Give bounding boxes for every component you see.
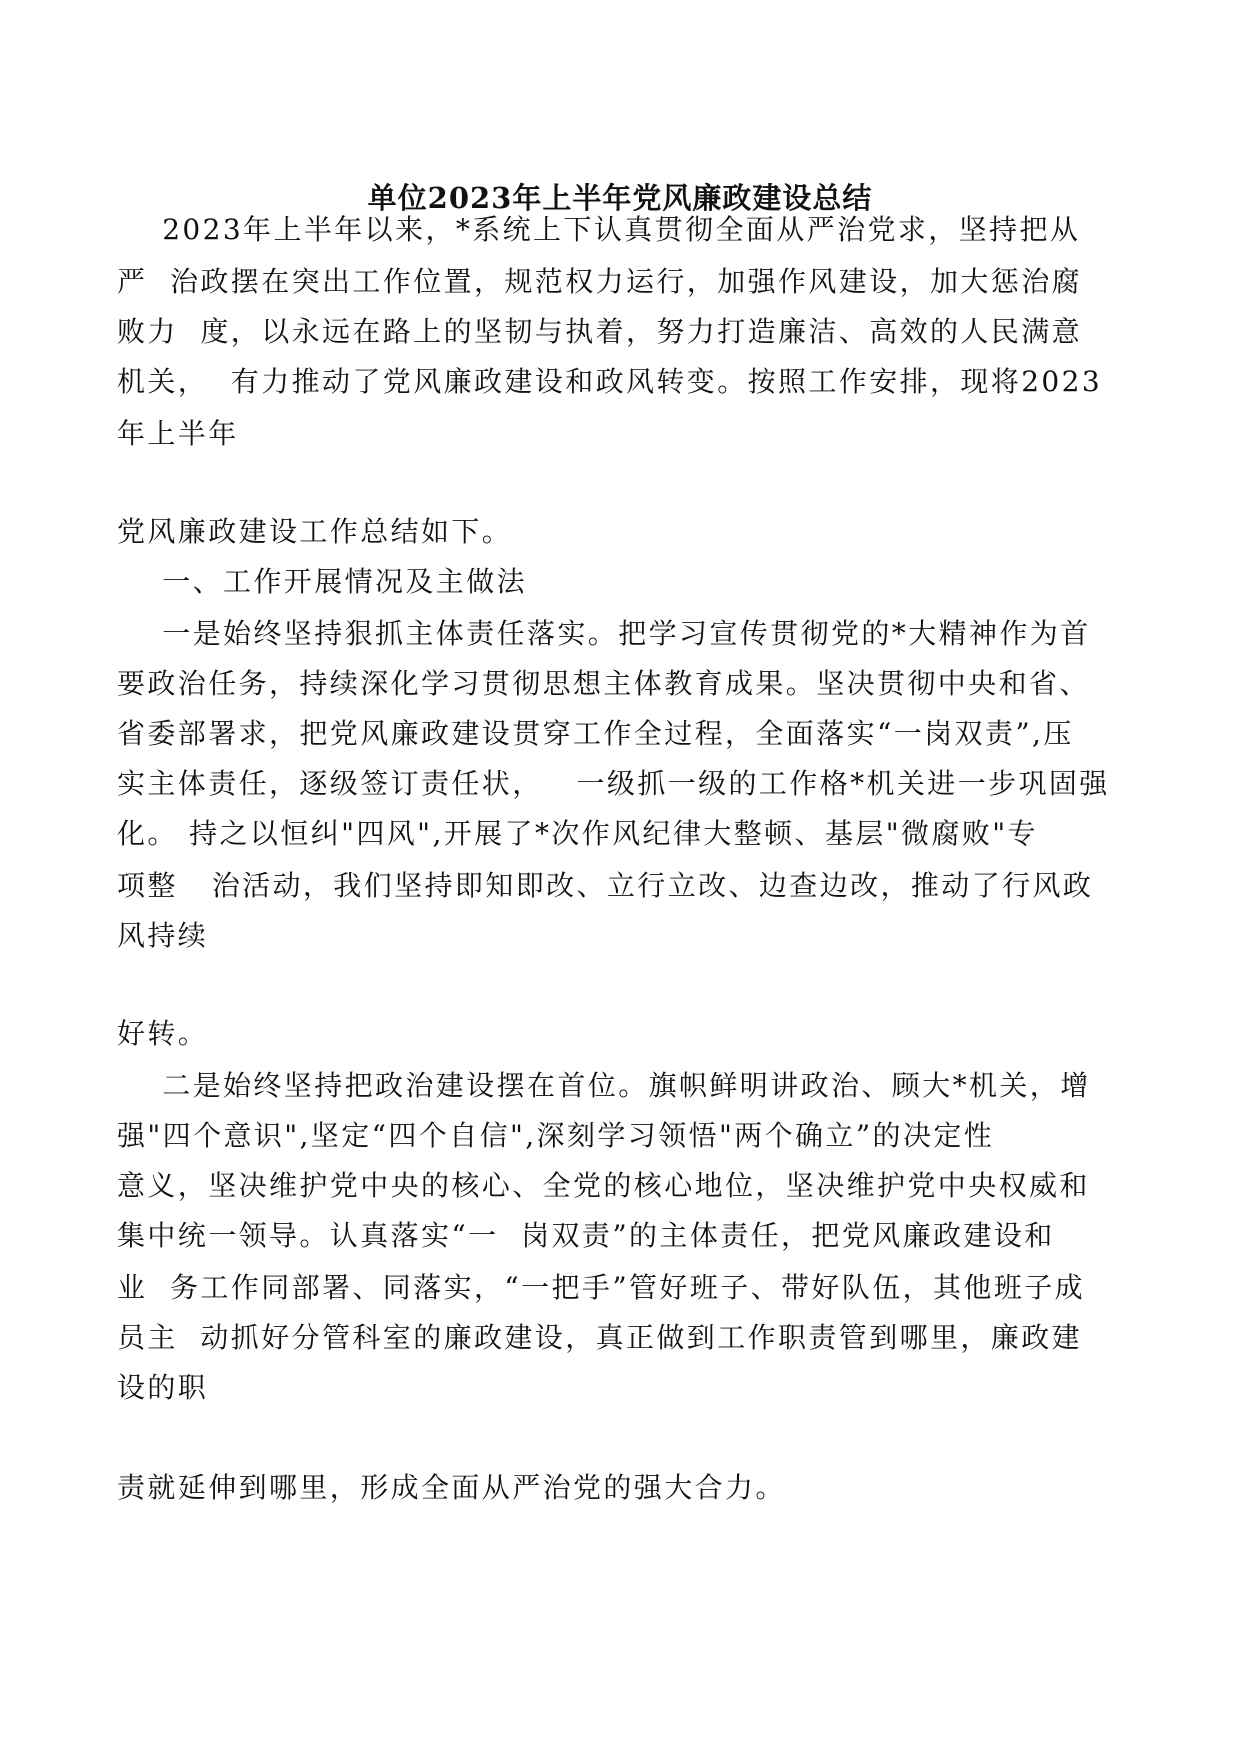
text-line: 好转。	[117, 1017, 209, 1050]
text-line: 机关， 有力推动了党风廉政建设和政风转变。按照工作安排，现将2023	[117, 365, 1103, 398]
text-line: 意义，坚决维护党中央的核心、全党的核心地位，坚决维护党中央权威和	[117, 1169, 1090, 1202]
text-line: 严 治政摆在突出工作位置，规范权力运行，加强作风建设，加大惩治腐	[117, 265, 1083, 298]
text-line: 业 务工作同部署、同落实，“一把手”管好班子、带好队伍，其他班子成	[117, 1271, 1086, 1304]
text-line: 化。 持之以恒纠"四风",开展了*次作风纪律大整顿、基层"微腐败"专	[117, 817, 1038, 850]
text-line: 年上半年	[117, 417, 239, 450]
text-line: 败力 度，以永远在路上的坚韧与执着，努力打造廉洁、高效的人民满意	[117, 315, 1083, 348]
document-title: 单位2023年上半年党风廉政建设总结	[367, 181, 873, 215]
text-line: 集中统一领导。认真落实“一 岗双责”的主体责任，把党风廉政建设和	[117, 1219, 1055, 1252]
text-line: 项整 治活动，我们坚持即知即改、立行立改、边查边改，推动了行风政	[117, 869, 1094, 902]
text-line: 二是始终坚持把政治建设摆在首位。旗帜鲜明讲政治、顾大*机关，增	[117, 1069, 1091, 1102]
text-line: 实主体责任，逐级签订责任状， 一级抓一级的工作格*机关进一步巩固强	[117, 767, 1110, 800]
text-line: 一是始终坚持狠抓主体责任落实。把学习宣传贯彻党的*大精神作为首	[117, 617, 1091, 650]
text-line: 省委部署求，把党风廉政建设贯穿工作全过程，全面落实“一岗双责”,压	[117, 717, 1074, 750]
text-line: 员主 动抓好分管科室的廉政建设，真正做到工作职责管到哪里，廉政建	[117, 1321, 1083, 1354]
text-line: 2023年上半年以来，*系统上下认真贯彻全面从严治党求，坚持把从	[117, 213, 1081, 246]
text-line: 设的职	[117, 1371, 209, 1404]
text-line: 强"四个意识",坚定“四个自信",深刻学习领悟"两个确立”的决定性	[117, 1119, 995, 1152]
text-line: 要政治任务，持续深化学习贯彻思想主体教育成果。坚决贯彻中央和省、	[117, 667, 1090, 700]
section-heading: 一、工作开展情况及主做法	[117, 565, 528, 598]
text-line: 责就延伸到哪里，形成全面从严治党的强大合力。	[117, 1471, 786, 1504]
text-line: 风持续	[117, 919, 209, 952]
text-line: 党风廉政建设工作总结如下。	[117, 515, 513, 548]
